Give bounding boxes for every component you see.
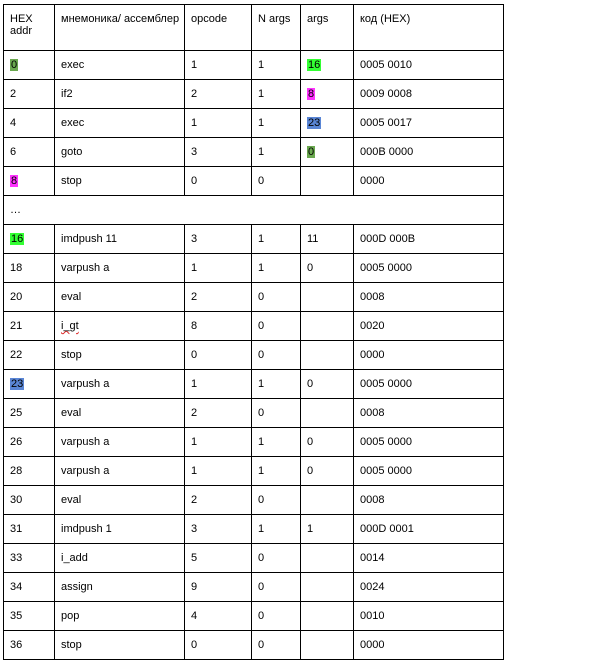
cell-args <box>301 167 354 196</box>
cell-code-hex: 0014 <box>354 544 504 573</box>
table-row <box>4 573 504 602</box>
cell-code-hex: 0024 <box>354 573 504 602</box>
cell-mnemonic: eval <box>55 283 185 312</box>
cell-opcode: 8 <box>185 312 252 341</box>
cell-n-args: 1 <box>252 51 301 80</box>
cell-hex-addr: 34 <box>4 573 55 602</box>
cell-hex-addr <box>4 370 55 399</box>
cell-opcode: 1 <box>185 370 252 399</box>
cell-n-args: 0 <box>252 341 301 370</box>
cell-code-hex: 0005 0000 <box>354 370 504 399</box>
cell-args: 1 <box>301 515 354 544</box>
cell-opcode: 4 <box>185 602 252 631</box>
cell-mnemonic <box>55 312 185 341</box>
cell-hex-addr: 36 <box>4 631 55 660</box>
cell-hex-addr: 20 <box>4 283 55 312</box>
cell-opcode: 1 <box>185 457 252 486</box>
table-row <box>4 254 504 283</box>
cell-hex-addr: 26 <box>4 428 55 457</box>
cell-code-hex: 0005 0000 <box>354 254 504 283</box>
cell-code-hex: 0005 0017 <box>354 109 504 138</box>
cell-hex-addr: 22 <box>4 341 55 370</box>
table-row <box>4 341 504 370</box>
cell-args <box>301 631 354 660</box>
cell-args <box>301 51 354 80</box>
cell-n-args: 0 <box>252 312 301 341</box>
table-row <box>4 428 504 457</box>
cell-mnemonic: stop <box>55 167 185 196</box>
cell-mnemonic: if2 <box>55 80 185 109</box>
bytecode-table <box>3 4 504 660</box>
cell-hex-addr: 21 <box>4 312 55 341</box>
cell-opcode: 0 <box>185 341 252 370</box>
cell-n-args: 1 <box>252 457 301 486</box>
cell-hex-addr: 35 <box>4 602 55 631</box>
cell-hex-addr: 25 <box>4 399 55 428</box>
cell-args <box>301 486 354 515</box>
header-mnemonic: мнемоника/ ассемблер <box>55 5 185 51</box>
cell-mnemonic: exec <box>55 51 185 80</box>
cell-n-args: 1 <box>252 109 301 138</box>
table-row <box>4 312 504 341</box>
cell-n-args: 1 <box>252 138 301 167</box>
spellcheck-underlined-text: i_gt <box>61 320 79 332</box>
cell-code-hex: 0008 <box>354 283 504 312</box>
cell-hex-addr: 6 <box>4 138 55 167</box>
cell-code-hex: 0020 <box>354 312 504 341</box>
table-row <box>4 167 504 196</box>
cell-n-args: 0 <box>252 486 301 515</box>
header-n-args: N args <box>252 5 301 51</box>
cell-code-hex: 0000 <box>354 167 504 196</box>
cell-opcode: 2 <box>185 80 252 109</box>
cell-mnemonic: eval <box>55 399 185 428</box>
header-args: args <box>301 5 354 51</box>
table-row <box>4 109 504 138</box>
cell-args <box>301 602 354 631</box>
cell-opcode: 1 <box>185 51 252 80</box>
cell-n-args: 0 <box>252 602 301 631</box>
cell-opcode: 2 <box>185 486 252 515</box>
cell-opcode: 0 <box>185 167 252 196</box>
highlight-magenta: 8 <box>308 88 315 100</box>
cell-hex-addr <box>4 51 55 80</box>
cell-opcode: 0 <box>185 631 252 660</box>
cell-opcode: 3 <box>185 515 252 544</box>
cell-opcode: 3 <box>185 138 252 167</box>
cell-hex-addr: 31 <box>4 515 55 544</box>
cell-hex-addr <box>4 225 55 254</box>
cell-opcode: 2 <box>185 399 252 428</box>
cell-n-args: 1 <box>252 370 301 399</box>
highlight-magenta: 8 <box>11 175 18 187</box>
cell-mnemonic: imdpush 11 <box>55 225 185 254</box>
ellipsis-cell: … <box>4 196 504 225</box>
header-opcode: opcode <box>185 5 252 51</box>
cell-n-args: 0 <box>252 573 301 602</box>
cell-hex-addr: 28 <box>4 457 55 486</box>
cell-args <box>301 341 354 370</box>
cell-n-args: 0 <box>252 631 301 660</box>
cell-n-args: 1 <box>252 254 301 283</box>
cell-n-args: 1 <box>252 515 301 544</box>
cell-hex-addr <box>4 167 55 196</box>
cell-opcode: 9 <box>185 573 252 602</box>
cell-opcode: 2 <box>185 283 252 312</box>
cell-mnemonic: eval <box>55 486 185 515</box>
cell-hex-addr: 30 <box>4 486 55 515</box>
highlight-blue: 23 <box>11 378 24 390</box>
cell-n-args: 1 <box>252 428 301 457</box>
cell-args <box>301 80 354 109</box>
cell-opcode: 3 <box>185 225 252 254</box>
cell-mnemonic: imdpush 1 <box>55 515 185 544</box>
cell-mnemonic: assign <box>55 573 185 602</box>
table-row <box>4 515 504 544</box>
highlight-olive: 0 <box>11 59 18 71</box>
cell-code-hex: 0008 <box>354 486 504 515</box>
cell-opcode: 5 <box>185 544 252 573</box>
cell-mnemonic: pop <box>55 602 185 631</box>
cell-n-args: 1 <box>252 225 301 254</box>
table-row <box>4 80 504 109</box>
cell-code-hex: 0005 0000 <box>354 428 504 457</box>
table-row <box>4 225 504 254</box>
table-row <box>4 457 504 486</box>
highlight-green: 16 <box>308 59 321 71</box>
header-hex-addr: HEX addr <box>4 5 55 51</box>
table-header-row <box>4 5 504 51</box>
cell-args: 0 <box>301 428 354 457</box>
cell-mnemonic: i_add <box>55 544 185 573</box>
cell-mnemonic: exec <box>55 109 185 138</box>
cell-args <box>301 138 354 167</box>
table-row <box>4 283 504 312</box>
cell-hex-addr: 4 <box>4 109 55 138</box>
cell-code-hex: 0000 <box>354 631 504 660</box>
table-row <box>4 486 504 515</box>
cell-args <box>301 399 354 428</box>
cell-mnemonic: varpush a <box>55 254 185 283</box>
cell-args <box>301 312 354 341</box>
cell-code-hex: 0009 0008 <box>354 80 504 109</box>
table-row <box>4 631 504 660</box>
cell-opcode: 1 <box>185 254 252 283</box>
cell-n-args: 0 <box>252 283 301 312</box>
cell-hex-addr: 18 <box>4 254 55 283</box>
table-row <box>4 370 504 399</box>
cell-code-hex: 000D 000B <box>354 225 504 254</box>
cell-mnemonic: varpush a <box>55 428 185 457</box>
table-row <box>4 196 504 225</box>
cell-hex-addr: 2 <box>4 80 55 109</box>
cell-code-hex: 000D 0001 <box>354 515 504 544</box>
table-body <box>4 5 504 660</box>
cell-n-args: 0 <box>252 167 301 196</box>
cell-args <box>301 544 354 573</box>
cell-mnemonic: stop <box>55 631 185 660</box>
table-row <box>4 602 504 631</box>
cell-args <box>301 109 354 138</box>
header-code-hex: код (HEX) <box>354 5 504 51</box>
cell-code-hex: 000B 0000 <box>354 138 504 167</box>
cell-hex-addr: 33 <box>4 544 55 573</box>
cell-args <box>301 283 354 312</box>
cell-args <box>301 573 354 602</box>
cell-mnemonic: varpush a <box>55 457 185 486</box>
cell-args: 0 <box>301 254 354 283</box>
cell-code-hex: 0005 0010 <box>354 51 504 80</box>
table-row <box>4 138 504 167</box>
highlight-blue: 23 <box>308 117 321 129</box>
highlight-green: 16 <box>11 233 24 245</box>
cell-code-hex: 0008 <box>354 399 504 428</box>
cell-code-hex: 0010 <box>354 602 504 631</box>
cell-args: 0 <box>301 457 354 486</box>
cell-n-args: 0 <box>252 399 301 428</box>
cell-mnemonic: goto <box>55 138 185 167</box>
table-row <box>4 51 504 80</box>
cell-args: 0 <box>301 370 354 399</box>
highlight-olive: 0 <box>308 146 315 158</box>
cell-mnemonic: varpush a <box>55 370 185 399</box>
cell-code-hex: 0000 <box>354 341 504 370</box>
cell-code-hex: 0005 0000 <box>354 457 504 486</box>
table-row <box>4 399 504 428</box>
cell-opcode: 1 <box>185 428 252 457</box>
cell-mnemonic: stop <box>55 341 185 370</box>
cell-opcode: 1 <box>185 109 252 138</box>
table-row <box>4 544 504 573</box>
cell-n-args: 0 <box>252 544 301 573</box>
cell-n-args: 1 <box>252 80 301 109</box>
cell-args: 11 <box>301 225 354 254</box>
